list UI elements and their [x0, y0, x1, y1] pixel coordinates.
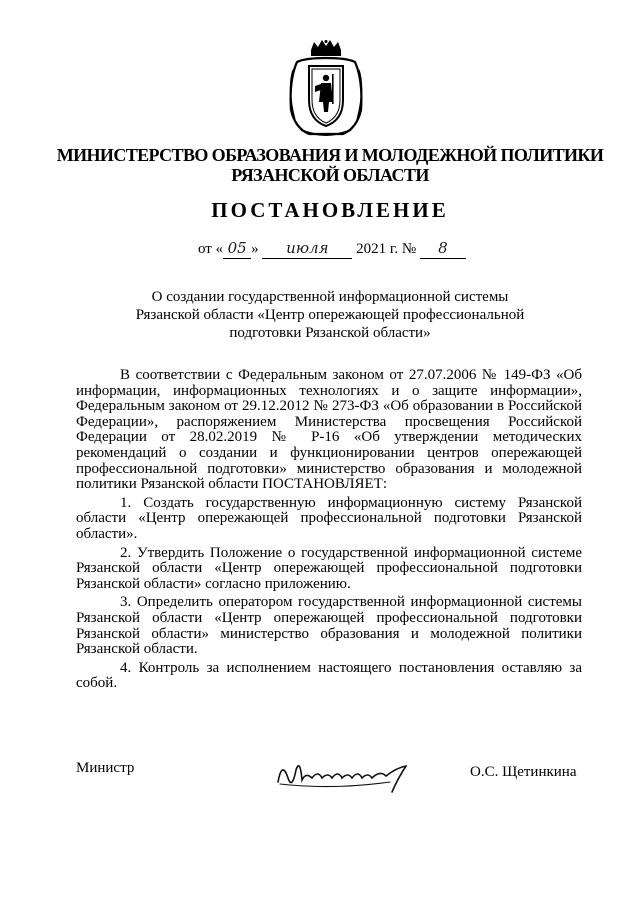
- signatory-name: О.С. Щетинкина: [470, 764, 577, 780]
- subject-line: подготовки Рязанской области»: [229, 325, 431, 341]
- preamble-paragraph: В соответствии с Федеральным законом от 27.07.2006 № 149-ФЗ «Об информации, информационных технологиях и о защите информации», Федеральным законом от 29.12.2012 № 273-ФЗ «Об образовании в Российской Федерации», распоряжением Министерства просвещения Российской Федерации от 28.02.2019 № Р-16 «Об утверждении методических рекомендаций о создании и функционировании центров опережающей профессиональной подготовки» министерство образования и молодежной политики Рязанской области ПОСТАНОВЛЯЕТ:: [76, 367, 582, 493]
- ministry-name-line-1: МИНИСТЕРСТВО ОБРАЗОВАНИЯ И МОЛОДЕЖНОЙ ПОЛИТИКИ: [56, 145, 604, 165]
- resolution-item-2: 2. Утвердить Положение о государственной информационной системе Рязанской области «Центр опережающей профессиональной подготовки Рязанской области» согласно приложению.: [76, 544, 582, 592]
- date-number-line: [198, 238, 466, 259]
- signatory-role: Министр: [76, 760, 135, 776]
- resolution-item-3: 3. Определить оператором государственной информационной системы Рязанской области «Центр опережающей профессиональной подготовки Рязанской области» министерство образования и молодежной политики Рязанской области.: [76, 594, 582, 658]
- subject-line: Рязанской области «Центр опережающей профессиональной: [135, 307, 525, 323]
- date-day: 05: [223, 238, 251, 259]
- document-number: 8: [420, 238, 466, 259]
- date-quote-close: »: [251, 241, 259, 257]
- crown-icon: [311, 40, 341, 56]
- date-prefix: от «: [198, 241, 224, 257]
- coat-of-arms-emblem: [287, 40, 365, 138]
- resolution-item-4: 4. Контроль за исполнением настоящего постановления оставляю за собой.: [76, 659, 582, 692]
- ministry-name-line-2: РЯЗАНСКОЙ ОБЛАСТИ: [231, 165, 429, 185]
- document-subject: [60, 288, 600, 342]
- handwritten-signature: [272, 752, 422, 798]
- date-year: 2021 г.: [356, 241, 399, 257]
- resolution-item-1: 1. Создать государственную информационную систему Рязанской области «Центр опережающей профессиональной подготовки Рязанской области».: [76, 494, 582, 542]
- subject-line: О создании государственной информационной системы: [151, 289, 509, 305]
- date-month: июля: [262, 238, 352, 259]
- number-label: №: [401, 241, 417, 257]
- document-type-title: ПОСТАНОВЛЕНИЕ: [211, 198, 449, 222]
- document-body: [76, 368, 582, 692]
